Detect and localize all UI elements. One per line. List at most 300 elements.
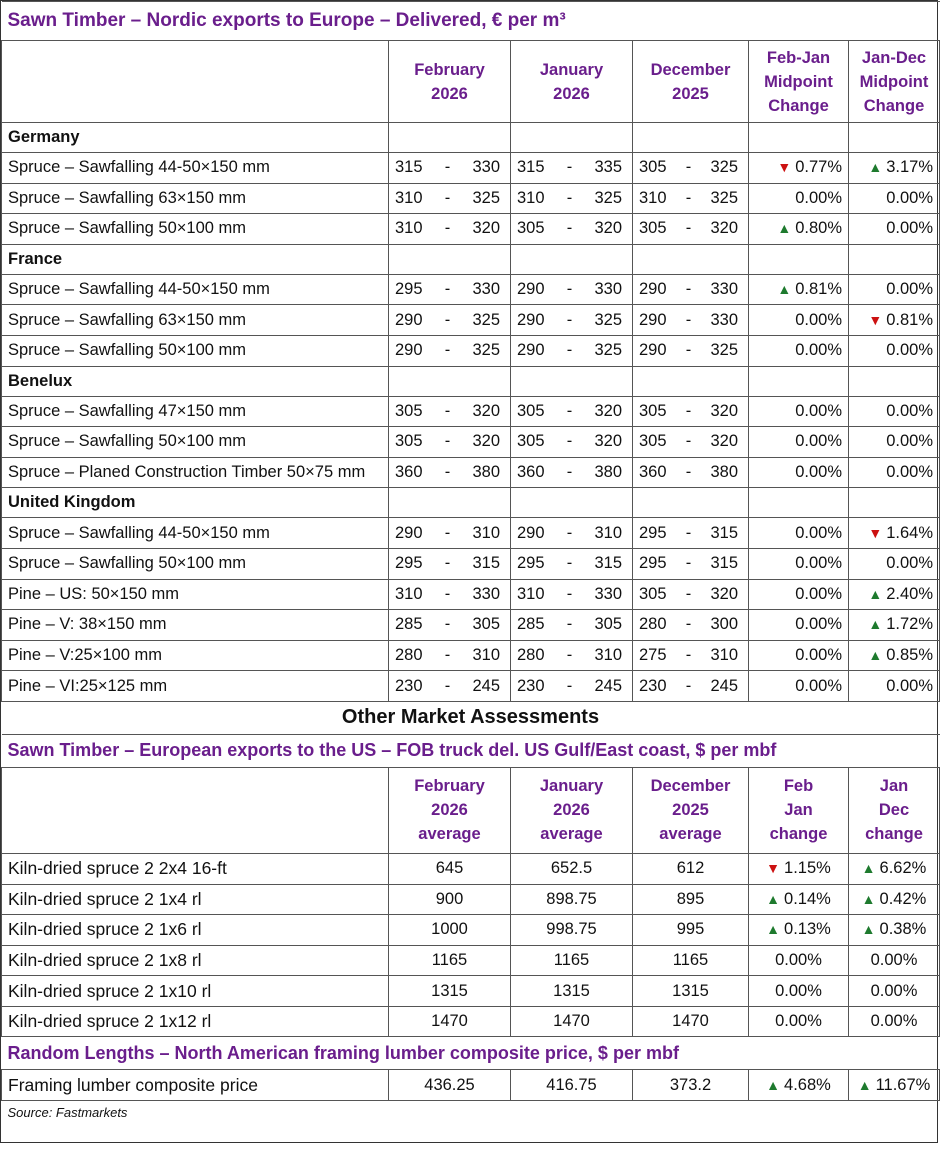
table-row: [2, 1006, 940, 1037]
range-dash: -: [685, 432, 692, 451]
feb-jan-change: ▲ 0.14%: [749, 884, 849, 915]
feb-range: [389, 183, 511, 214]
up-arrow-icon: ▲: [868, 159, 883, 176]
down-arrow-icon: ▼: [777, 159, 792, 176]
header-feb-jan-change: Feb-Jan Midpoint Change: [749, 41, 849, 123]
range-low: 290: [639, 280, 667, 299]
jan-range: [511, 335, 633, 366]
table-row: [2, 396, 940, 427]
product-label: Kiln-dried spruce 2 1x4 rl: [2, 884, 389, 915]
price-table: [1, 1, 940, 1123]
feb-jan-change: 0.00%: [749, 335, 849, 366]
feb-jan-change: ▼ 0.77%: [749, 153, 849, 184]
range-low: 310: [639, 188, 667, 207]
jan-dec-change: 0.00%: [849, 335, 940, 366]
table-row: [2, 579, 940, 610]
feb-jan-change: 0.00%: [749, 396, 849, 427]
empty-cell: [849, 488, 940, 518]
range-low: 290: [395, 341, 423, 360]
range-high: 310: [710, 646, 738, 665]
up-arrow-icon: ▲: [857, 1076, 872, 1093]
range-low: 295: [395, 554, 423, 573]
range-low: 305: [639, 158, 667, 177]
jan-dec-change: ▲ 0.38%: [849, 915, 940, 946]
dec-value: 895: [633, 884, 749, 915]
region-name: United Kingdom: [2, 488, 389, 518]
range-low: 305: [639, 584, 667, 603]
feb-range: [389, 305, 511, 336]
feb-jan-change: 0.00%: [749, 610, 849, 641]
product-label: Spruce – Sawfalling 44-50×150 mm: [2, 153, 389, 184]
range-low: 290: [395, 523, 423, 542]
empty-cell: [849, 244, 940, 274]
empty-cell: [511, 488, 633, 518]
table-row: [2, 518, 940, 549]
jan-range: [511, 579, 633, 610]
product-label: Kiln-dried spruce 2 2x4 16-ft: [2, 853, 389, 884]
empty-cell: [749, 488, 849, 518]
table-row: [2, 640, 940, 671]
product-label: Spruce – Sawfalling 50×100 mm: [2, 335, 389, 366]
product-label: Pine – V:25×100 mm: [2, 640, 389, 671]
table-row: [2, 548, 940, 579]
product-label: Pine – V: 38×150 mm: [2, 610, 389, 641]
jan-value: 1165: [511, 945, 633, 976]
dec-value: 1315: [633, 976, 749, 1007]
jan-dec-change: 0.00%: [849, 671, 940, 702]
feb-range: [389, 335, 511, 366]
range-dash: -: [566, 676, 573, 695]
range-high: 330: [472, 280, 500, 299]
dec-value: 612: [633, 853, 749, 884]
range-dash: -: [444, 584, 451, 603]
range-dash: -: [566, 280, 573, 299]
range-high: 310: [594, 523, 622, 542]
range-low: 310: [395, 188, 423, 207]
range-dash: -: [685, 463, 692, 482]
range-low: 275: [639, 646, 667, 665]
jan-range: [511, 183, 633, 214]
table-row: [2, 305, 940, 336]
range-high: 325: [594, 341, 622, 360]
table-row: [2, 183, 940, 214]
jan-range: [511, 671, 633, 702]
jan-value: 1470: [511, 1006, 633, 1037]
jan-dec-change: 0.00%: [849, 427, 940, 458]
range-dash: -: [566, 554, 573, 573]
range-dash: -: [444, 463, 451, 482]
range-low: 290: [395, 310, 423, 329]
range-low: 280: [517, 646, 545, 665]
table-title: Sawn Timber – Nordic exports to Europe – Delivered, € per m³: [2, 2, 940, 41]
range-dash: -: [685, 676, 692, 695]
jan-dec-change: 0.00%: [849, 976, 940, 1007]
range-high: 325: [594, 310, 622, 329]
feb-jan-change: 0.00%: [749, 579, 849, 610]
feb-value: 1470: [389, 1006, 511, 1037]
us-header-c2: January 2026 average: [511, 767, 633, 853]
range-high: 380: [710, 463, 738, 482]
range-dash: -: [685, 310, 692, 329]
other-market-heading: Other Market Assessments: [2, 701, 940, 734]
range-dash: -: [566, 463, 573, 482]
range-high: 320: [472, 401, 500, 420]
range-low: 315: [395, 158, 423, 177]
table-row: [2, 1070, 940, 1101]
header-blank: [2, 767, 389, 853]
table-row: [2, 427, 940, 458]
dec-range: [633, 610, 749, 641]
feb-range: [389, 518, 511, 549]
range-dash: -: [566, 188, 573, 207]
dec-range: [633, 183, 749, 214]
up-arrow-icon: ▲: [868, 585, 883, 602]
range-dash: -: [685, 280, 692, 299]
jan-range: [511, 214, 633, 245]
product-label: Kiln-dried spruce 2 1x6 rl: [2, 915, 389, 946]
up-arrow-icon: ▲: [868, 616, 883, 633]
jan-range: [511, 274, 633, 305]
range-low: 295: [639, 523, 667, 542]
range-low: 295: [639, 554, 667, 573]
feb-range: [389, 153, 511, 184]
jan-range: [511, 457, 633, 488]
range-high: 325: [472, 188, 500, 207]
jan-range: [511, 518, 633, 549]
down-arrow-icon: ▼: [868, 524, 883, 541]
range-high: 310: [472, 523, 500, 542]
jan-range: [511, 610, 633, 641]
header-jan-dec-change: Jan-Dec Midpoint Change: [849, 41, 940, 123]
table-row: [2, 274, 940, 305]
range-low: 360: [639, 463, 667, 482]
feb-jan-change: 0.00%: [749, 518, 849, 549]
range-high: 320: [710, 219, 738, 238]
jan-dec-change: ▲ 0.42%: [849, 884, 940, 915]
range-low: 295: [395, 280, 423, 299]
range-dash: -: [685, 401, 692, 420]
header-jan: January 2026: [511, 41, 633, 123]
range-high: 310: [472, 646, 500, 665]
feb-jan-change: 0.00%: [749, 457, 849, 488]
range-high: 330: [710, 310, 738, 329]
jan-dec-change: ▲ 0.85%: [849, 640, 940, 671]
range-dash: -: [685, 219, 692, 238]
range-low: 290: [639, 341, 667, 360]
jan-dec-change: ▼ 0.81%: [849, 305, 940, 336]
range-high: 325: [710, 341, 738, 360]
empty-cell: [511, 123, 633, 153]
jan-value: 1315: [511, 976, 633, 1007]
feb-value: 1315: [389, 976, 511, 1007]
dec-value: 373.2: [633, 1070, 749, 1101]
region-row: [2, 488, 940, 518]
empty-cell: [389, 366, 511, 396]
dec-range: [633, 518, 749, 549]
random-lengths-title: Random Lengths – North American framing lumber composite price, $ per mbf: [2, 1037, 940, 1070]
up-arrow-icon: ▲: [777, 220, 792, 237]
empty-cell: [633, 366, 749, 396]
range-low: 360: [517, 463, 545, 482]
product-label: Framing lumber composite price: [2, 1070, 389, 1101]
empty-cell: [633, 244, 749, 274]
range-dash: -: [444, 676, 451, 695]
range-high: 325: [472, 341, 500, 360]
up-arrow-icon: ▲: [777, 281, 792, 298]
range-dash: -: [444, 158, 451, 177]
dec-range: [633, 579, 749, 610]
range-low: 305: [639, 219, 667, 238]
range-dash: -: [444, 554, 451, 573]
range-low: 310: [517, 584, 545, 603]
region-row: [2, 123, 940, 153]
jan-dec-change: ▼ 1.64%: [849, 518, 940, 549]
product-label: Spruce – Sawfalling 44-50×150 mm: [2, 274, 389, 305]
range-dash: -: [685, 615, 692, 634]
jan-dec-change: ▲ 1.72%: [849, 610, 940, 641]
range-dash: -: [566, 646, 573, 665]
up-arrow-icon: ▲: [766, 921, 781, 938]
feb-value: 645: [389, 853, 511, 884]
jan-range: [511, 427, 633, 458]
header-dec: December 2025: [633, 41, 749, 123]
range-high: 320: [472, 219, 500, 238]
range-dash: -: [444, 188, 451, 207]
range-dash: -: [444, 432, 451, 451]
range-dash: -: [685, 158, 692, 177]
dec-range: [633, 214, 749, 245]
range-low: 310: [395, 219, 423, 238]
range-low: 285: [395, 615, 423, 634]
range-low: 315: [517, 158, 545, 177]
product-label: Spruce – Sawfalling 50×100 mm: [2, 427, 389, 458]
range-high: 320: [594, 432, 622, 451]
feb-range: [389, 274, 511, 305]
empty-cell: [849, 123, 940, 153]
region-name: France: [2, 244, 389, 274]
empty-cell: [633, 123, 749, 153]
us-header-row: [2, 767, 940, 853]
range-low: 285: [517, 615, 545, 634]
us-header-c1: February 2026 average: [389, 767, 511, 853]
range-high: 315: [594, 554, 622, 573]
range-high: 325: [710, 158, 738, 177]
header-feb: February 2026: [389, 41, 511, 123]
feb-jan-change: 0.00%: [749, 548, 849, 579]
dec-range: [633, 548, 749, 579]
region-row: [2, 366, 940, 396]
range-high: 300: [710, 615, 738, 634]
range-high: 320: [594, 401, 622, 420]
range-dash: -: [685, 584, 692, 603]
table-row: [2, 915, 940, 946]
range-dash: -: [444, 341, 451, 360]
jan-dec-change: 0.00%: [849, 457, 940, 488]
product-label: Spruce – Sawfalling 50×100 mm: [2, 214, 389, 245]
range-dash: -: [685, 646, 692, 665]
range-high: 245: [472, 676, 500, 695]
jan-dec-change: ▲ 11.67%: [849, 1070, 940, 1101]
rl-title-row: [2, 1037, 940, 1070]
jan-value: 998.75: [511, 915, 633, 946]
range-dash: -: [566, 584, 573, 603]
jan-dec-change: 0.00%: [849, 214, 940, 245]
range-high: 315: [472, 554, 500, 573]
range-high: 325: [594, 188, 622, 207]
range-low: 230: [395, 676, 423, 695]
range-dash: -: [566, 158, 573, 177]
range-low: 305: [639, 432, 667, 451]
jan-dec-change: ▲ 6.62%: [849, 853, 940, 884]
range-high: 330: [472, 584, 500, 603]
empty-cell: [511, 244, 633, 274]
jan-dec-change: 0.00%: [849, 548, 940, 579]
feb-jan-change: 0.00%: [749, 427, 849, 458]
feb-jan-change: ▲ 0.13%: [749, 915, 849, 946]
up-arrow-icon: ▲: [861, 860, 876, 877]
range-low: 305: [395, 432, 423, 451]
dec-range: [633, 396, 749, 427]
product-label: Pine – VI:25×125 mm: [2, 671, 389, 702]
range-dash: -: [685, 188, 692, 207]
range-low: 295: [517, 554, 545, 573]
table-row: [2, 610, 940, 641]
feb-jan-change: ▲ 0.81%: [749, 274, 849, 305]
table-row: [2, 153, 940, 184]
feb-value: 900: [389, 884, 511, 915]
range-high: 245: [710, 676, 738, 695]
feb-range: [389, 427, 511, 458]
range-high: 320: [710, 401, 738, 420]
table-row: [2, 214, 940, 245]
range-dash: -: [566, 401, 573, 420]
range-dash: -: [444, 646, 451, 665]
range-high: 335: [594, 158, 622, 177]
feb-jan-change: 0.00%: [749, 305, 849, 336]
feb-range: [389, 610, 511, 641]
jan-dec-change: 0.00%: [849, 945, 940, 976]
range-high: 245: [594, 676, 622, 695]
range-high: 305: [594, 615, 622, 634]
jan-range: [511, 305, 633, 336]
range-low: 230: [639, 676, 667, 695]
table-row: [2, 335, 940, 366]
range-high: 320: [472, 432, 500, 451]
range-dash: -: [566, 310, 573, 329]
range-low: 305: [517, 219, 545, 238]
range-high: 330: [594, 584, 622, 603]
range-high: 315: [710, 523, 738, 542]
jan-dec-change: ▲ 2.40%: [849, 579, 940, 610]
up-arrow-icon: ▲: [868, 647, 883, 664]
range-high: 310: [594, 646, 622, 665]
feb-range: [389, 579, 511, 610]
range-high: 320: [710, 432, 738, 451]
dec-range: [633, 153, 749, 184]
empty-cell: [389, 123, 511, 153]
range-high: 315: [710, 554, 738, 573]
feb-jan-change: 0.00%: [749, 671, 849, 702]
us-table-title: Sawn Timber – European exports to the US – FOB truck del. US Gulf/East coast, $ per mbf: [2, 734, 940, 767]
range-high: 325: [472, 310, 500, 329]
jan-dec-change: ▲ 3.17%: [849, 153, 940, 184]
product-label: Spruce – Sawfalling 47×150 mm: [2, 396, 389, 427]
down-arrow-icon: ▼: [868, 311, 883, 328]
range-dash: -: [444, 401, 451, 420]
feb-jan-change: ▼ 1.15%: [749, 853, 849, 884]
product-label: Pine – US: 50×150 mm: [2, 579, 389, 610]
range-dash: -: [444, 310, 451, 329]
feb-value: 1000: [389, 915, 511, 946]
range-low: 290: [517, 523, 545, 542]
range-dash: -: [444, 219, 451, 238]
empty-cell: [389, 244, 511, 274]
dec-range: [633, 274, 749, 305]
us-title-row: [2, 734, 940, 767]
feb-jan-change: 0.00%: [749, 640, 849, 671]
header-blank: [2, 41, 389, 123]
range-high: 330: [710, 280, 738, 299]
range-dash: -: [444, 615, 451, 634]
range-low: 360: [395, 463, 423, 482]
range-low: 290: [517, 280, 545, 299]
range-low: 290: [517, 310, 545, 329]
down-arrow-icon: ▼: [766, 860, 781, 877]
product-label: Kiln-dried spruce 2 1x12 rl: [2, 1006, 389, 1037]
feb-range: [389, 640, 511, 671]
empty-cell: [633, 488, 749, 518]
range-low: 230: [517, 676, 545, 695]
range-dash: -: [444, 523, 451, 542]
table-row: [2, 671, 940, 702]
feb-range: [389, 396, 511, 427]
jan-range: [511, 640, 633, 671]
range-low: 310: [395, 584, 423, 603]
dec-range: [633, 640, 749, 671]
range-dash: -: [685, 523, 692, 542]
empty-cell: [749, 123, 849, 153]
range-high: 305: [472, 615, 500, 634]
us-header-c5: Jan Dec change: [849, 767, 940, 853]
range-high: 325: [710, 188, 738, 207]
range-high: 330: [472, 158, 500, 177]
empty-cell: [849, 366, 940, 396]
jan-value: 652.5: [511, 853, 633, 884]
range-dash: -: [685, 554, 692, 573]
dec-value: 995: [633, 915, 749, 946]
table-row: [2, 853, 940, 884]
range-dash: -: [566, 219, 573, 238]
feb-range: [389, 457, 511, 488]
jan-range: [511, 396, 633, 427]
range-dash: -: [566, 432, 573, 451]
jan-dec-change: 0.00%: [849, 396, 940, 427]
feb-jan-change: 0.00%: [749, 945, 849, 976]
product-label: Kiln-dried spruce 2 1x10 rl: [2, 976, 389, 1007]
range-dash: -: [566, 341, 573, 360]
jan-value: 898.75: [511, 884, 633, 915]
table-row: [2, 884, 940, 915]
range-high: 320: [710, 584, 738, 603]
dec-range: [633, 671, 749, 702]
feb-jan-change: ▲ 0.80%: [749, 214, 849, 245]
up-arrow-icon: ▲: [861, 921, 876, 938]
region-name: Germany: [2, 123, 389, 153]
table-row: [2, 976, 940, 1007]
feb-jan-change: 0.00%: [749, 976, 849, 1007]
source-note: Source: Fastmarkets: [2, 1101, 940, 1124]
region-row: [2, 244, 940, 274]
